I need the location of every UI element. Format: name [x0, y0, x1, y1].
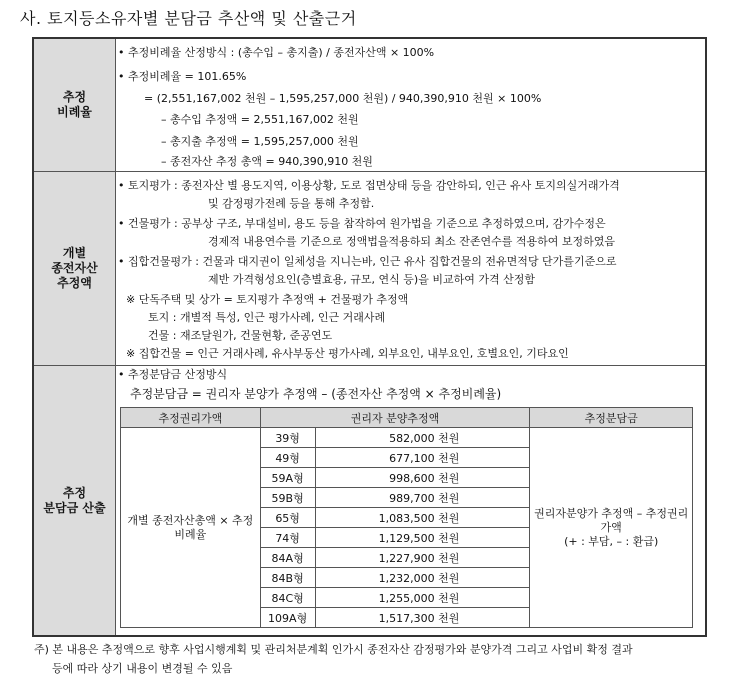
burden-row — [34, 366, 705, 635]
footnote-line-1: 주) 본 내용은 추정액으로 향후 사업시행계획 및 관리처분계획 인가시 종전자산 감정평가와 분양가격 그리고 사업비 확정 결과 — [34, 643, 633, 656]
detached-house-note: ※ 단독주택 및 상가 = 토지평가 추정액 + 건물평가 추정액 — [126, 293, 409, 306]
unit-type-cell: 49형 — [260, 448, 315, 468]
ratio-content — [118, 39, 705, 171]
sale-price-cell: 998,600 천원 — [315, 468, 530, 488]
unit-rows — [121, 428, 693, 628]
ratio-value-line: • 추정비례율 = 101.65% — [118, 70, 247, 83]
burden-calc-table — [120, 407, 693, 628]
sale-price-cell: 582,000 천원 — [315, 428, 530, 448]
burden-formula-line: 추정분담금 = 권리자 분양가 추정액 – (종전자산 추정액 × 추정비례율) — [130, 387, 502, 401]
unit-type-cell: 84A형 — [260, 548, 315, 568]
unit-type-cell: 39형 — [260, 428, 315, 448]
unit-type-cell: 59B형 — [260, 488, 315, 508]
burden-formula-text: 권리자분양가 추정액 – 추정권리가액 — [534, 506, 689, 534]
unit-type-cell: 74형 — [260, 528, 315, 548]
unit-type-cell: 84C형 — [260, 588, 315, 608]
building-factors-note: 건물 : 재조달원가, 건물현황, 준공연도 — [148, 329, 333, 342]
collective-eval-line-1: • 집합건물평가 : 건물과 대지권이 일체성을 지니는바, 인근 유사 집합건물의 전유면적당 단가를기준으로 — [118, 255, 617, 268]
total-income-line: – 총수입 추정액 = 2,551,167,002 천원 — [161, 113, 359, 126]
ratio-formula-line: = (2,551,167,002 천원 – 1,595,257,000 천원) / 940,390,910 천원 × 100% — [144, 92, 542, 105]
ratio-row — [34, 39, 705, 172]
burden-sign-legend: (+ : 부담, – : 환급) — [564, 534, 659, 548]
collective-building-note: ※ 집합건물 = 인근 거래사례, 유사부동산 평가사례, 외부요인, 내부요인, 호별요인, 기타요인 — [126, 347, 569, 360]
land-factors-note: 토지 : 개별적 특성, 인근 평가사례, 인근 거래사례 — [148, 311, 386, 324]
sale-price-cell: 1,517,300 천원 — [315, 608, 530, 628]
burden-content — [118, 366, 705, 635]
total-expense-line: – 총지출 추정액 = 1,595,257,000 천원 — [161, 135, 359, 148]
burden-method-line: • 추정분담금 산정방식 — [118, 368, 228, 381]
unit-type-cell: 59A형 — [260, 468, 315, 488]
individual-asset-label: 개별 종전자산 추정액 — [34, 172, 116, 365]
sale-price-cell: 989,700 천원 — [315, 488, 530, 508]
sale-price-cell: 1,129,500 천원 — [315, 528, 530, 548]
land-eval-line-2: 및 감정평가전례 등을 통해 추정함. — [208, 197, 375, 210]
header-estimated-burden: 추정분담금 — [530, 408, 693, 428]
building-eval-line-1: • 건물평가 : 공부상 구조, 부대설비, 용도 등을 참작하여 원가법을 기준으로 추정하였으며, 감가수정은 — [118, 217, 606, 230]
sale-price-cell: 677,100 천원 — [315, 448, 530, 468]
sale-price-cell: 1,227,900 천원 — [315, 548, 530, 568]
right-value-formula-cell: 개별 종전자산총액 × 추정 비례율 — [121, 428, 261, 628]
unit-type-cell: 84B형 — [260, 568, 315, 588]
burden-formula-cell — [530, 428, 693, 628]
sale-price-cell: 1,083,500 천원 — [315, 508, 530, 528]
estimate-table — [32, 37, 707, 637]
burden-label: 추정 분담금 산출 — [34, 366, 116, 635]
header-estimated-right-value: 추정권리가액 — [121, 408, 261, 428]
prior-asset-total-line: – 종전자산 추정 총액 = 940,390,910 천원 — [161, 155, 373, 168]
individual-asset-content — [118, 172, 705, 365]
unit-type-cell: 109A형 — [260, 608, 315, 628]
unit-row — [121, 428, 693, 448]
individual-asset-row — [34, 172, 705, 366]
building-eval-line-2: 경제적 내용연수를 기준으로 정액법을적용하되 최소 잔존연수를 적용하여 보정하였음 — [208, 235, 616, 248]
ratio-label: 추정 비례율 — [34, 39, 116, 171]
section-title: 사. 토지등소유자별 분담금 추산액 및 산출근거 — [20, 9, 357, 28]
sale-price-cell: 1,255,000 천원 — [315, 588, 530, 608]
land-eval-line-1: • 토지평가 : 종전자산 별 용도지역, 이용상황, 도로 접면상태 등을 감안하되, 인근 유사 토지의실거래가격 — [118, 179, 620, 192]
header-sale-price-estimate: 권리자 분양추정액 — [260, 408, 530, 428]
collective-eval-line-2: 제반 가격형성요인(층별효용, 규모, 연식 등)을 비교하여 가격 산정함 — [208, 273, 535, 286]
sale-price-cell: 1,232,000 천원 — [315, 568, 530, 588]
ratio-method-line: • 추정비례율 산정방식 : (총수입 – 총지출) / 종전자산액 × 100% — [118, 46, 435, 59]
footnote-line-2: 등에 따라 상기 내용이 변경될 수 있음 — [52, 662, 233, 675]
unit-type-cell: 65형 — [260, 508, 315, 528]
